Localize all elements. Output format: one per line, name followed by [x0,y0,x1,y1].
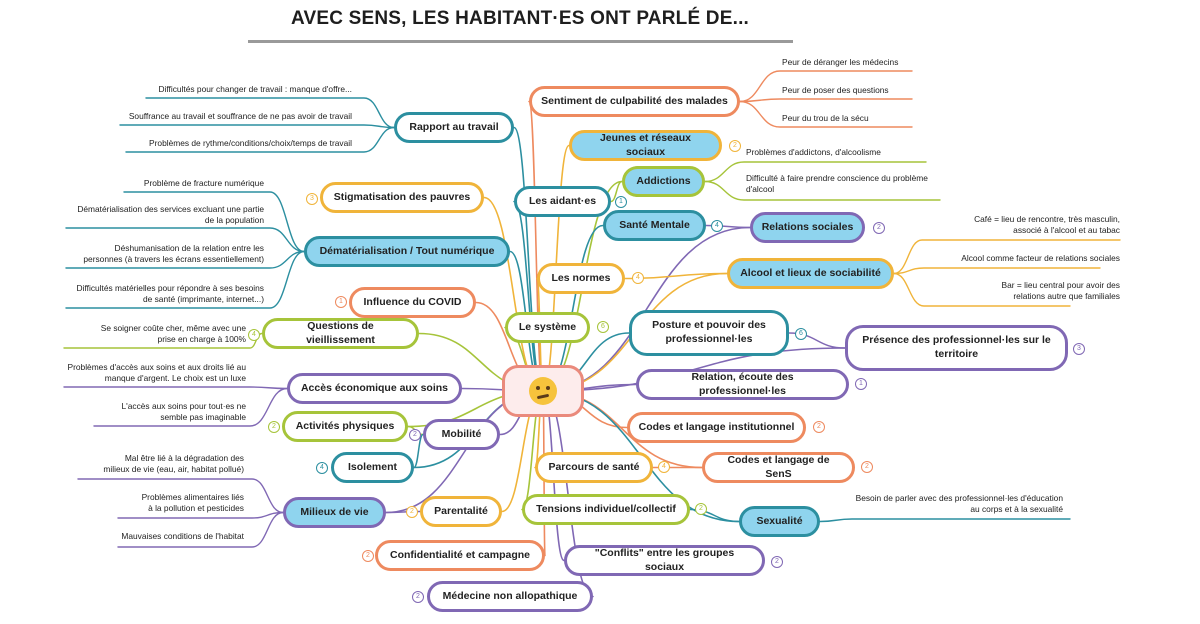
node-codes-sens[interactable] [702,452,855,483]
leaf-materielles [70,283,264,306]
node-label: Santé Mentale [619,218,690,231]
node-label: Les normes [551,271,611,284]
count-badge-systeme: 6 [597,321,609,333]
leaf-facteur [905,253,1120,264]
leaf-text: Dématérialisation des services excluant une partie [77,204,264,214]
node-label: Dématérialisation / Tout numérique [319,244,495,257]
node-label: Rapport au travail [409,120,499,133]
central-node[interactable] [502,365,584,417]
node-label: Codes et langage institutionnel [638,420,795,433]
node-label: "Conflits" entre les groupes sociaux [594,546,735,573]
leaf-text: Peur du trou de la sécu [782,113,869,123]
leaf-imaginable [60,401,246,424]
node-stigmatisation[interactable] [320,182,484,213]
node-label: Jeunes et réseaux sociaux [599,131,692,158]
leaf-addictons [746,147,881,158]
count-badge-tensions: 2 [695,503,707,515]
node-relations-sociales[interactable] [750,212,865,243]
node-label: Accès économique aux soins [300,381,449,394]
node-label: Présence des professionnel·les sur le territoire [862,334,1051,360]
node-label: Influence du COVID [363,295,462,308]
node-relation-ecoute[interactable] [636,369,849,400]
leaf-text: semble pas imaginable [160,412,246,423]
node-label: Relations sociales [761,220,854,233]
leaf-text: Problèmes d'accès aux soins et aux droits lié au [67,362,246,372]
leaf-text: Bar = lieu central pour avoir des [1001,280,1120,290]
leaf-text: associé à l'alcool et au tabac [1013,225,1120,236]
node-label: Sexualité [756,514,803,527]
leaf-line-facteur [894,268,1100,274]
count-badge-posture: 6 [795,328,807,340]
count-badge-aidants: 1 [615,196,627,208]
leaf-text: Difficultés pour changer de travail : manque d'offre... [158,84,352,94]
leaf-deranger [782,57,898,68]
node-tensions[interactable] [522,494,690,525]
leaf-difficulte [746,173,928,196]
leaf-text: Problèmes de rythme/conditions/choix/temps de travail [149,138,352,148]
node-systeme[interactable] [505,312,590,343]
count-badge-medecine: 2 [412,591,424,603]
count-badge-stigmatisation: 3 [306,193,318,205]
node-rapport-travail[interactable] [394,112,514,143]
leaf-poser [782,85,889,96]
leaf-soigner [70,323,246,346]
leaf-text: L'accès aux soins pour tout·es ne [121,401,246,411]
node-label: Isolement [347,460,397,473]
leaf-droits [50,362,246,385]
leaf-travail2 [120,111,352,122]
node-label: Activités physiques [295,419,395,432]
leaf-cafe [905,214,1120,237]
leaf-line-travail2 [120,125,394,128]
count-badge-confidentialite: 2 [362,550,374,562]
count-badge-vieillissement: 4 [248,329,260,341]
node-label: Relation, écoute des professionnel·les [691,370,794,397]
leaf-text: Problème de fracture numérique [143,178,264,188]
node-label: Parentalité [434,504,488,517]
leaf-text: prise en charge à 100% [157,334,246,345]
leaf-besoin [830,493,1063,516]
count-badge-codes-sens: 2 [861,461,873,473]
count-badge-isolement: 4 [316,462,328,474]
node-label: Milieux de vie [300,505,369,518]
leaf-alimentaires [80,492,244,515]
count-badge-codes-institutionnel: 2 [813,421,825,433]
leaf-text: Difficultés matérielles pour répondre à ses besoins [76,283,264,293]
node-alcool[interactable] [727,258,894,289]
count-badge-parentalite: 2 [406,506,418,518]
leaf-line-besoin [820,519,1070,522]
node-normes[interactable] [537,263,625,294]
node-label: Questions de vieillissement [306,319,375,346]
node-label: Le système [518,320,577,333]
leaf-bar [905,280,1120,303]
leaf-text: d'alcool [746,184,775,195]
node-label: Stigmatisation des pauvres [333,190,471,203]
node-parentalite[interactable] [420,496,502,527]
node-sexualite[interactable] [739,506,820,537]
leaf-text: personnes (à travers les écrans essentiellement) [83,254,264,265]
node-aidants[interactable] [514,186,611,217]
leaf-text: de la population [204,215,264,226]
node-presence[interactable] [845,325,1068,371]
node-addictions[interactable] [622,166,705,197]
leaf-text: Se soigner coûte cher, même avec une [100,323,246,333]
leaf-fracture [130,178,264,189]
node-sante-mentale[interactable] [603,210,706,241]
leaf-trou [782,113,869,124]
count-badge-jeunes: 2 [729,140,741,152]
node-parcours[interactable] [535,452,653,483]
node-conflits[interactable] [564,545,765,576]
leaf-travail3 [130,138,352,149]
thinking-face-icon [529,377,557,405]
node-vieillissement[interactable] [262,318,419,349]
node-posture[interactable] [629,310,789,356]
node-acces[interactable] [287,373,462,404]
count-badge-relation-ecoute: 1 [855,378,867,390]
leaf-deshum [70,243,264,266]
node-mobilite[interactable] [423,419,500,450]
leaf-text: Peur de poser des questions [782,85,889,95]
count-badge-relations-sociales: 2 [873,222,885,234]
count-badge-mobilite: 2 [409,429,421,441]
leaf-habitat [80,531,244,542]
node-activites[interactable] [282,411,408,442]
leaf-text: Déshumanisation de la relation entre les [114,243,264,253]
leaf-text: milieux de vie (eau, air, habitat pollué) [103,464,244,475]
node-dematerialisation[interactable] [304,236,510,267]
leaf-text: relations autre que familiales [1013,291,1120,302]
page-title: AVEC SENS, LES HABITANT·ES ONT PARLÉ DE... [290,8,750,29]
leaf-text: Café = lieu de rencontre, très masculin, [974,214,1120,224]
leaf-text: Problèmes d'addictons, d'alcoolisme [746,147,881,157]
node-label: Médecine non allopathique [442,589,578,602]
node-jeunes[interactable] [569,130,722,161]
count-badge-conflits: 2 [771,556,783,568]
leaf-line-droits [64,387,287,389]
node-label: Tensions individuel/collectif [536,502,676,515]
leaf-text: de santé (imprimante, internet...) [142,294,264,305]
count-badge-covid: 1 [335,296,347,308]
node-milieux[interactable] [283,497,386,528]
leaf-text: Difficulté à faire prendre conscience du problème [746,173,928,183]
node-label: Mobilité [441,427,482,440]
leaf-travail1 [150,84,352,95]
leaf-text: Souffrance au travail et souffrance de ne pas avoir de travail [128,111,352,121]
node-label: Parcours de santé [548,460,640,473]
leaf-text: Alcool comme facteur de relations sociales [961,253,1120,263]
leaf-malEtre [80,453,244,476]
leaf-text: Mauvaises conditions de l'habitat [121,531,244,541]
node-label: Les aidant·es [528,194,597,207]
leaf-text: Mal être lié à la dégradation des [124,453,244,463]
leaf-text: Besoin de parler avec des professionnel·les d'éducation [855,493,1063,503]
node-medecine[interactable] [427,581,593,612]
leaf-text: Peur de déranger les médecins [782,57,899,67]
node-label: Addictions [636,174,691,187]
node-isolement[interactable] [331,452,414,483]
count-badge-presence: 3 [1073,343,1085,355]
node-label: Posture et pouvoir des professionnel·les [652,319,766,345]
node-culpabilite[interactable] [529,86,740,117]
node-label: Codes et langage de SenS [727,453,830,480]
count-badge-activites: 2 [268,421,280,433]
count-badge-parcours: 4 [658,461,670,473]
leaf-line-poser [740,99,912,102]
leaf-text: à la pollution et pesticides [148,503,244,514]
leaf-text: Problèmes alimentaires liés [141,492,244,502]
node-confidentialite[interactable] [375,540,545,571]
count-badge-normes: 4 [632,272,644,284]
node-label: Confidentialité et campagne [389,548,531,561]
node-label: Sentiment de culpabilité des malades [541,94,728,107]
leaf-demat [70,204,264,227]
leaf-text: manque d'argent. Le choix est un luxe [104,373,246,384]
node-label: Alcool et lieux de sociabilité [740,266,881,279]
count-badge-sante-mentale: 4 [711,220,723,232]
node-covid[interactable] [349,287,476,318]
node-codes-institutionnel[interactable] [627,412,806,443]
leaf-text: au corps et à la sexualité [970,504,1063,515]
